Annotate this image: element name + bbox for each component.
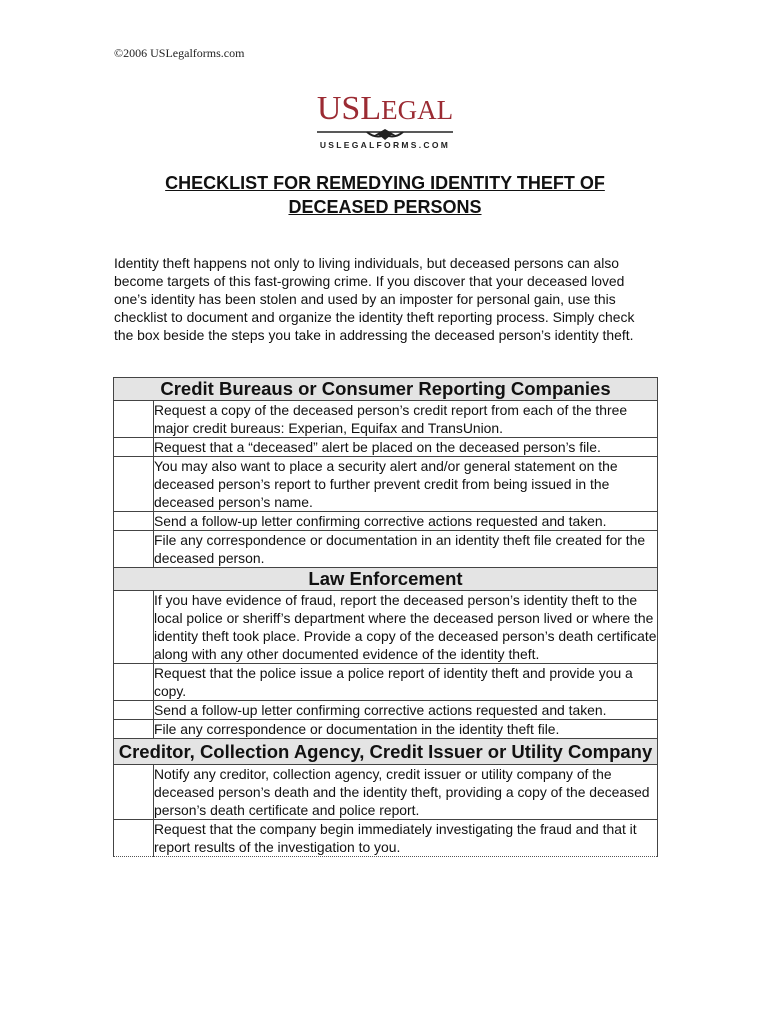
checklist-step: File any correspondence or documentation in the identity theft file. [154,720,658,739]
step-checkbox[interactable] [114,820,154,857]
logo-subtext: USLEGALFORMS.COM [319,140,451,150]
checklist-step: Request that the police issue a police report of identity theft and provide you a copy. [154,664,658,701]
step-checkbox[interactable] [114,591,154,664]
checklist-table [113,377,658,857]
document-title: CHECKLIST FOR REMEDYING IDENTITY THEFT OF DECEASED PERSONS [165,173,605,217]
section-heading-credit-bureaus: Credit Bureaus or Consumer Reporting Companies [114,378,658,401]
copyright-notice: ©2006 USLegalforms.com [114,46,245,60]
checklist-step: File any correspondence or documentation in an identity theft file created for the deceased person. [154,531,658,568]
eagle-emblem-icon [315,127,455,141]
step-checkbox[interactable] [114,438,154,457]
step-checkbox[interactable] [114,457,154,512]
checklist-step: Request that the company begin immediately investigating the fraud and that it report results of the investigation to you. [154,820,658,857]
step-checkbox[interactable] [114,720,154,739]
step-checkbox[interactable] [114,512,154,531]
step-checkbox[interactable] [114,701,154,720]
step-checkbox[interactable] [114,664,154,701]
checklist-step: If you have evidence of fraud, report the deceased person’s identity theft to the local police or sheriff’s department where the deceased person lived or where the identity theft took place. Provide a copy of the deceased person’s death certificate along with any other documented evidence of the identity theft. [154,592,657,662]
step-checkbox[interactable] [114,401,154,438]
section-heading-law-enforcement: Law Enforcement [114,568,658,591]
logo-us: US [316,90,361,127]
logo-wordmark [309,92,461,127]
step-checkbox[interactable] [114,531,154,568]
section-heading-creditor: Creditor, Collection Agency, Credit Issuer or Utility Company [114,739,658,765]
checklist-step: Request that a “deceased” alert be placed on the deceased person’s file. [154,438,658,457]
logo-l: L [360,90,382,127]
checklist-step: You may also want to place a security alert and/or general statement on the deceased person’s report to further prevent credit from being issued in the deceased person’s name. [154,457,658,512]
logo-egal: EGAL [381,95,454,125]
uslegal-logo [309,92,461,150]
checklist-step: Send a follow-up letter confirming corrective actions requested and taken. [154,701,658,720]
step-checkbox[interactable] [114,765,154,820]
intro-paragraph: Identity theft happens not only to living individuals, but deceased persons can also become targets of this fast-growing crime. If you discover that your deceased loved one’s identity has been stolen and used by an imposter for personal gain, use this checklist to document and organize the identity theft reporting process. Simply check the box beside the steps you take in addressing the deceased person’s identity theft. [114,255,635,343]
checklist-step: Request a copy of the deceased person’s credit report from each of the three major credit bureaus: Experian, Equifax and TransUnion. [154,401,658,438]
checklist-step: Notify any creditor, collection agency, credit issuer or utility company of the deceased person’s death and the identity theft, providing a copy of the deceased person’s death certificate and police report. [154,765,658,820]
checklist-step: Send a follow-up letter confirming corrective actions requested and taken. [154,512,658,531]
